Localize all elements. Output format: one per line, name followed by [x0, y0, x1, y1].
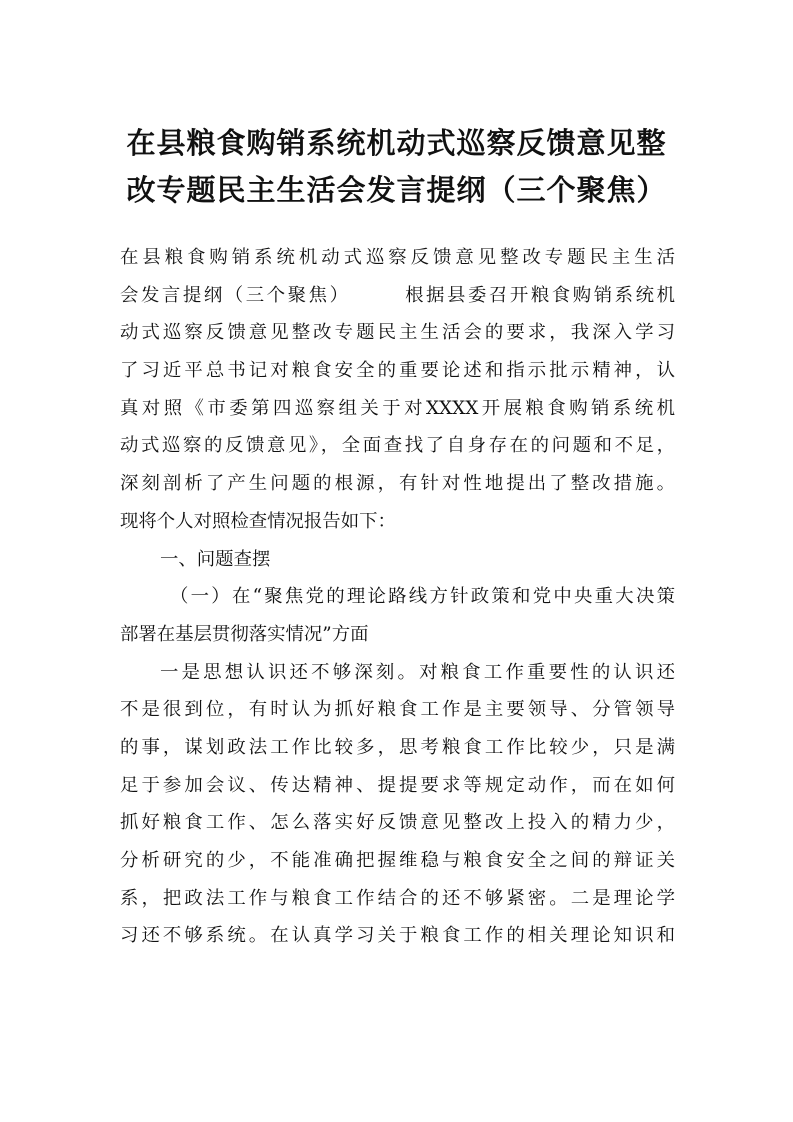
subsection-line: （一）在“聚焦党的理论路线方针政策和党中央重大决策: [170, 586, 675, 608]
section-heading: 一、问题查摆: [160, 548, 271, 570]
document-body: [120, 239, 675, 955]
intro-line-part: 根据县委召开粮食购销系统机: [402, 284, 675, 306]
paragraph-line: 抓好粮食工作、怎么落实好反馈意见整改上投入的精力少，: [120, 812, 675, 834]
subsection-heading: [120, 578, 675, 653]
title-line: 在县粮食购销系统机动式巡察反馈意见整: [126, 126, 667, 160]
paragraph-line: 的事，谋划政法工作比较多，思考粮食工作比较少，只是满: [120, 736, 675, 758]
title-line: 改专题民主生活会发言提纲（三个聚焦）: [126, 173, 667, 207]
subsection-line: 部署在基层贯彻落实情况”方面: [120, 623, 369, 645]
paragraph-line: 系，把政法工作与粮食工作结合的还不够紧密。二是理论学: [120, 887, 675, 909]
intro-line: 在县粮食购销系统机动式巡察反馈意见整改专题民主生活: [120, 247, 675, 268]
paragraph-line: 足于参加会议、传达精神、提提要求等规定动作，而在如何: [120, 774, 675, 796]
paragraph-line: 不是很到位，有时认为抓好粮食工作是主要领导、分管领导: [120, 699, 675, 721]
intro-line: [120, 277, 675, 315]
intro-paragraph: [120, 239, 675, 541]
paragraph-line: 分析研究的少，不能准确把握维稳与粮食安全之间的辩证关: [120, 850, 675, 871]
intro-line: 动式巡察反馈意见整改专题民主生活会的要求，我深入学习: [120, 322, 675, 344]
intro-line: 动式巡察的反馈意见》，全面查找了自身存在的问题和不足，: [120, 435, 675, 457]
intro-line-part: 会发言提纲（三个聚焦）: [120, 284, 351, 306]
body-paragraph: [120, 654, 675, 956]
intro-line: 了习近平总书记对粮食安全的重要论述和指示批示精神，认: [120, 360, 675, 382]
intro-line: 真对照《市委第四巡察组关于对XXXX开展粮食购销系统机: [120, 397, 675, 419]
intro-line: 现将个人对照检查情况报告如下：: [120, 510, 396, 532]
document-title: [100, 120, 693, 214]
paragraph-line: 一是思想认识还不够深刻。对粮食工作重要性的认识还: [160, 661, 675, 683]
intro-line: 深刻剖析了产生问题的根源，有针对性地提出了整改措施。: [120, 473, 675, 495]
paragraph-line: 习还不够系统。在认真学习关于粮食工作的相关理论知识和: [120, 925, 675, 947]
